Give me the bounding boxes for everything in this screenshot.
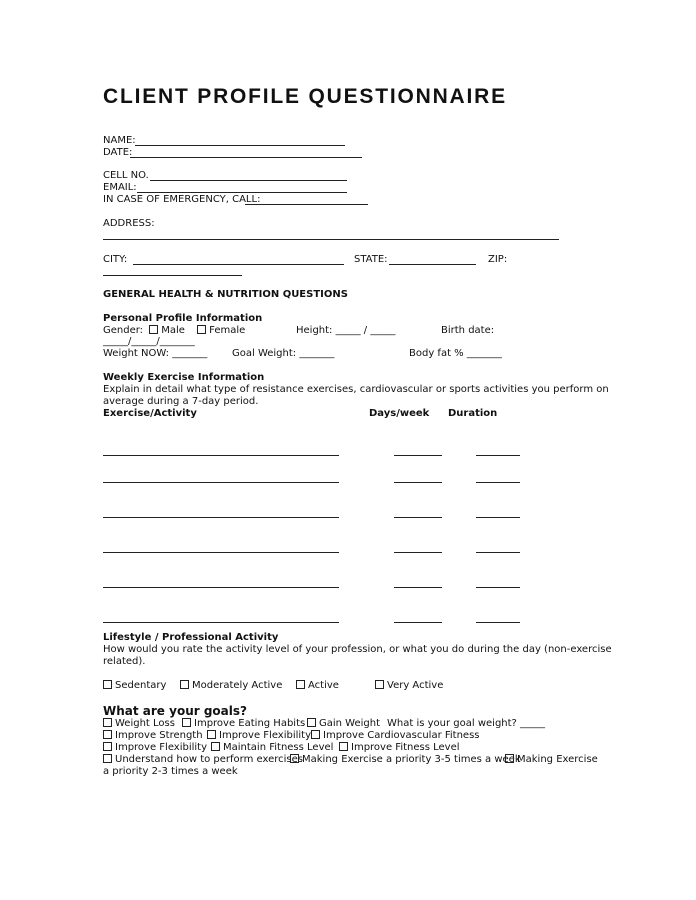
personal-heading: Personal Profile Information (103, 313, 263, 324)
email-label: EMAIL: (103, 182, 137, 193)
gender-label: Gender: (103, 325, 144, 336)
eating-habits-checkbox[interactable] (182, 718, 191, 727)
option-moderately-active[interactable]: Moderately Active (180, 680, 282, 692)
female-label: Female (209, 325, 246, 336)
activity-field[interactable] (103, 552, 339, 553)
goal-improve-flexibility-2[interactable]: Improve Flexibility (103, 742, 207, 754)
days-field[interactable] (394, 482, 442, 483)
very-active-checkbox[interactable] (375, 680, 384, 689)
male-label: Male (161, 325, 185, 336)
option-sedentary[interactable]: Sedentary (103, 680, 166, 692)
duration-field[interactable] (476, 517, 520, 518)
city-field[interactable] (133, 264, 344, 265)
lifestyle-heading: Lifestyle / Professional Activity (103, 632, 279, 643)
exercise-instructions-1: Explain in detail what type of resistance exercises, cardiovascular or sports activities you perform on (103, 384, 609, 395)
understand-exercises-checkbox[interactable] (103, 754, 112, 763)
col-activity-header: Exercise/Activity (103, 408, 197, 419)
improve-flexibility-checkbox[interactable] (207, 730, 216, 739)
days-field[interactable] (394, 517, 442, 518)
zip-field[interactable] (103, 275, 242, 276)
active-checkbox[interactable] (296, 680, 305, 689)
goal-maintain-fitness[interactable]: Maintain Fitness Level (211, 742, 333, 754)
zip-label: ZIP: (488, 254, 508, 265)
goal-priority-2-3[interactable]: Making Exercise (505, 754, 598, 766)
emergency-field[interactable] (245, 204, 368, 205)
goal-weight-label: Goal Weight: _______ (232, 348, 335, 359)
activity-field[interactable] (103, 482, 339, 483)
lifestyle-question-1: How would you rate the activity level of your profession, or what you do during the day (non-exercise (103, 644, 612, 655)
name-field[interactable] (135, 145, 345, 146)
goal-priority-2-3-continued: a priority 2-3 times a week (103, 766, 238, 777)
body-fat-label: Body fat % _______ (409, 348, 502, 359)
duration-field[interactable] (476, 552, 520, 553)
name-label: NAME: (103, 135, 136, 146)
days-field[interactable] (394, 552, 442, 553)
cell-label: CELL NO. (103, 170, 149, 181)
goal-improve-strength[interactable]: Improve Strength (103, 730, 203, 742)
duration-field[interactable] (476, 482, 520, 483)
state-label: STATE: (354, 254, 388, 265)
option-very-active[interactable]: Very Active (375, 680, 443, 692)
moderately-active-checkbox[interactable] (180, 680, 189, 689)
duration-field[interactable] (476, 587, 520, 588)
days-field[interactable] (394, 455, 442, 456)
maintain-fitness-checkbox[interactable] (211, 742, 220, 751)
lifestyle-question-2: related). (103, 656, 146, 667)
state-field[interactable] (389, 264, 476, 265)
exercise-heading: Weekly Exercise Information (103, 372, 265, 383)
col-days-header: Days/week (369, 408, 430, 419)
birth-date-blank: _____/_____/_______ (103, 336, 195, 347)
goal-cardio-fitness[interactable]: Improve Cardiovascular Fitness (311, 730, 480, 742)
days-field[interactable] (394, 587, 442, 588)
improve-fitness-checkbox[interactable] (339, 742, 348, 751)
activity-field[interactable] (103, 587, 339, 588)
gain-weight-checkbox[interactable] (307, 718, 316, 727)
female-checkbox[interactable] (197, 325, 206, 334)
goal-weight-question: What is your goal weight? _____ (387, 718, 546, 729)
priority-3-5-checkbox[interactable] (290, 754, 299, 763)
goal-gain-weight[interactable]: Gain Weight (307, 718, 380, 730)
duration-field[interactable] (476, 455, 520, 456)
cell-field[interactable] (150, 180, 347, 181)
health-heading: GENERAL HEALTH & NUTRITION QUESTIONS (103, 289, 348, 300)
priority-2-3-checkbox[interactable] (505, 754, 514, 763)
city-label: CITY: (103, 254, 128, 265)
goal-improve-flexibility[interactable]: Improve Flexibility (207, 730, 311, 742)
date-field[interactable] (130, 157, 362, 158)
duration-field[interactable] (476, 622, 520, 623)
goal-improve-fitness[interactable]: Improve Fitness Level (339, 742, 460, 754)
height-label: Height: _____ / _____ (296, 325, 396, 336)
date-label: DATE: (103, 147, 133, 158)
goal-weight-loss[interactable]: Weight Loss (103, 718, 175, 730)
male-checkbox[interactable] (149, 325, 158, 334)
weight-loss-checkbox[interactable] (103, 718, 112, 727)
improve-strength-checkbox[interactable] (103, 730, 112, 739)
activity-field[interactable] (103, 622, 339, 623)
goals-heading: What are your goals? (103, 704, 247, 718)
option-active[interactable]: Active (296, 680, 339, 692)
address-label: ADDRESS: (103, 218, 155, 229)
page-title: CLIENT PROFILE QUESTIONNAIRE (103, 85, 507, 108)
goal-priority-3-5[interactable]: Making Exercise a priority 3-5 times a week (290, 754, 521, 766)
cardio-fitness-checkbox[interactable] (311, 730, 320, 739)
activity-field[interactable] (103, 517, 339, 518)
improve-flexibility-2-checkbox[interactable] (103, 742, 112, 751)
days-field[interactable] (394, 622, 442, 623)
sedentary-checkbox[interactable] (103, 680, 112, 689)
email-field[interactable] (137, 192, 347, 193)
emergency-label: IN CASE OF EMERGENCY, CALL: (103, 194, 261, 205)
col-duration-header: Duration (448, 408, 498, 419)
activity-field[interactable] (103, 455, 339, 456)
weight-now-label: Weight NOW: _______ (103, 348, 208, 359)
goal-understand-exercises[interactable]: Understand how to perform exercises (103, 754, 303, 766)
address-field[interactable] (103, 239, 559, 240)
goal-eating-habits[interactable]: Improve Eating Habits (182, 718, 305, 730)
birth-date-label: Birth date: (441, 325, 495, 336)
exercise-instructions-2: average during a 7-day period. (103, 396, 259, 407)
